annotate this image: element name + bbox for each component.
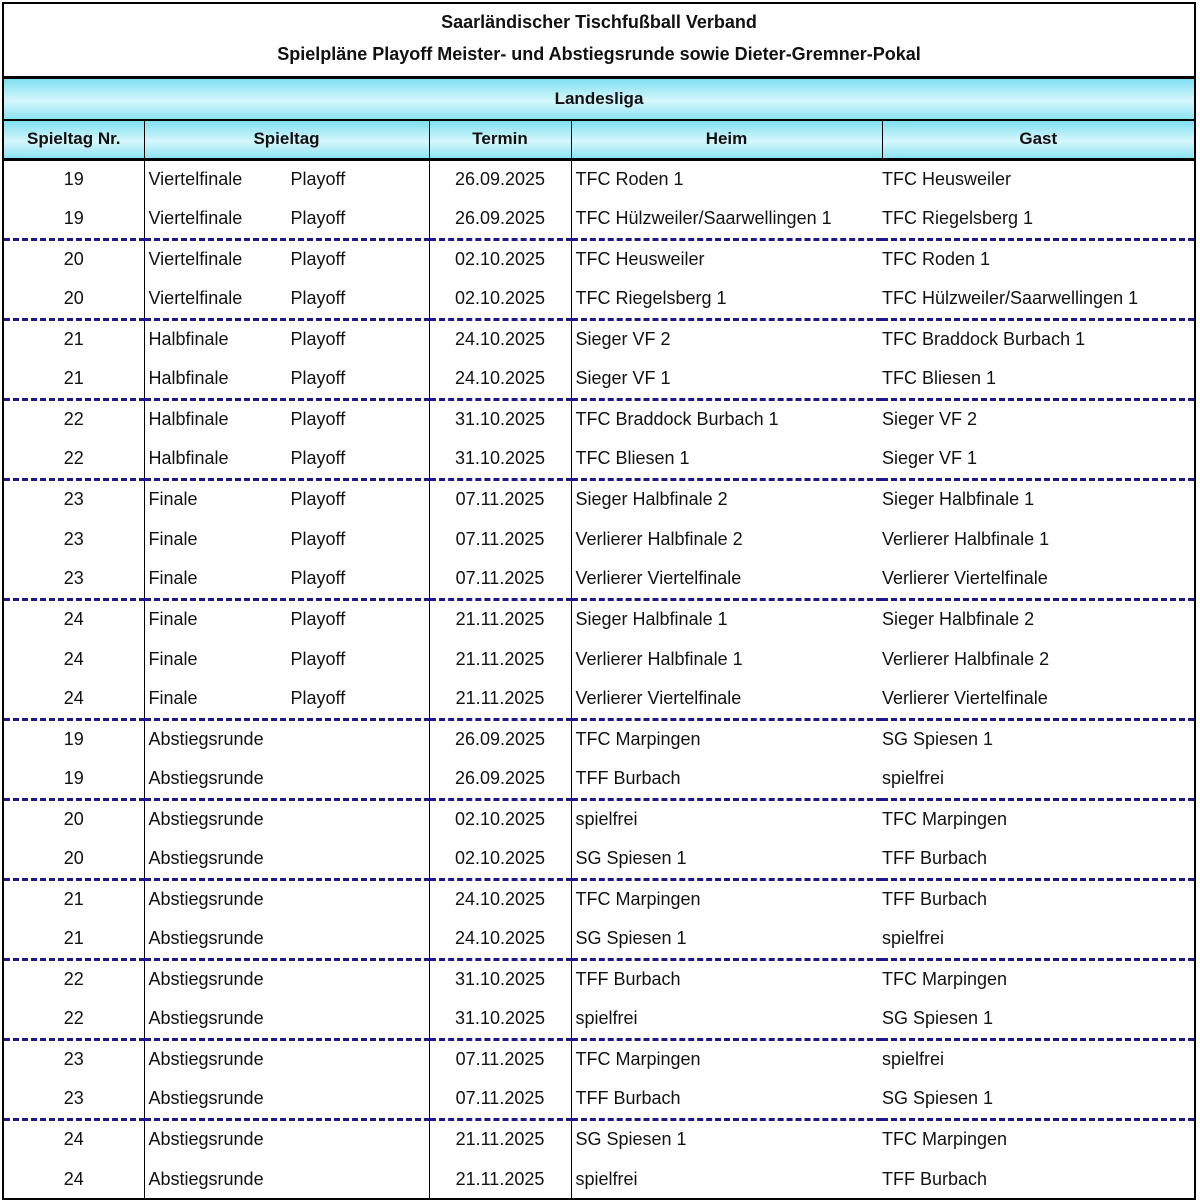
cell-spieltag: [144, 599, 429, 639]
cell-termin: 31.10.2025: [429, 439, 571, 479]
cell-spieltag: [144, 559, 429, 599]
cell-runde: Abstiegsrunde: [148, 847, 264, 868]
table-row: [4, 559, 1194, 599]
cell-spieltag-nr: 23: [4, 479, 144, 519]
cell-runde: Abstiegsrunde: [148, 1129, 264, 1150]
cell-runde: Halbfinale: [148, 329, 229, 350]
cell-gast: TFC Roden 1: [882, 249, 991, 270]
table-row: [4, 1119, 1194, 1159]
cell-runde: Finale: [148, 489, 198, 510]
cell-heim: spielfrei: [575, 809, 638, 830]
cell-gast: SG Spiesen 1: [882, 729, 994, 750]
cell-gast: Verlierer Halbfinale 1: [882, 528, 1050, 549]
cell-typ: Playoff: [290, 528, 346, 549]
table-row: [4, 359, 1194, 399]
cell-spieltag-nr: 20: [4, 239, 144, 279]
cell-termin: 02.10.2025: [429, 799, 571, 839]
cell-termin: 24.10.2025: [429, 319, 571, 359]
cell-spieltag: [144, 679, 429, 719]
cell-runde: Abstiegsrunde: [148, 969, 264, 990]
cell-spieltag-nr: 24: [4, 1159, 144, 1199]
cell-typ: Playoff: [290, 169, 346, 190]
cell-spieltag: [144, 479, 429, 519]
cell-spieltag-nr: 21: [4, 879, 144, 919]
cell-gast: spielfrei: [882, 1049, 945, 1070]
column-header-gast: Gast: [882, 121, 1194, 159]
cell-gast: Sieger VF 1: [882, 439, 1194, 479]
cell-termin: 21.11.2025: [429, 1119, 571, 1159]
schedule-table: [4, 121, 1194, 1199]
cell-heim: TFC Marpingen: [575, 729, 701, 750]
cell-termin: 21.11.2025: [429, 1159, 571, 1199]
cell-termin: 31.10.2025: [429, 399, 571, 439]
cell-spieltag: [144, 1159, 429, 1199]
cell-runde: Abstiegsrunde: [148, 927, 264, 948]
cell-runde: Viertelfinale: [148, 287, 243, 308]
cell-spieltag-nr: 20: [4, 839, 144, 879]
cell-runde: Finale: [148, 609, 198, 630]
cell-heim: TFC Heusweiler: [575, 249, 705, 270]
cell-typ: Playoff: [290, 447, 346, 468]
cell-heim: TFC Bliesen 1: [571, 439, 882, 479]
column-header-termin: Termin: [429, 121, 571, 159]
table-row: [4, 999, 1194, 1039]
cell-heim: Verlierer Halbfinale 2: [575, 528, 743, 549]
cell-termin: 07.11.2025: [429, 559, 571, 599]
table-row: [4, 639, 1194, 679]
cell-spieltag: [144, 319, 429, 359]
cell-termin: 02.10.2025: [429, 279, 571, 319]
cell-spieltag-nr: 23: [4, 559, 144, 599]
cell-typ: Playoff: [290, 409, 346, 430]
cell-spieltag: [144, 279, 429, 319]
cell-gast: TFC Marpingen: [882, 969, 1008, 990]
cell-runde: Abstiegsrunde: [148, 767, 264, 788]
cell-spieltag: [144, 399, 429, 439]
cell-termin: 02.10.2025: [429, 239, 571, 279]
cell-termin: 07.11.2025: [429, 1079, 571, 1119]
table-row: [4, 959, 1194, 999]
cell-spieltag-nr: 22: [4, 959, 144, 999]
table-row: [4, 399, 1194, 439]
table-row: [4, 239, 1194, 279]
column-header-heim: Heim: [571, 121, 882, 159]
cell-spieltag-nr: 21: [4, 359, 144, 399]
cell-spieltag-nr: 19: [4, 759, 144, 799]
cell-runde: Abstiegsrunde: [148, 889, 264, 910]
league-heading: Landesliga: [4, 79, 1194, 121]
cell-termin: 02.10.2025: [429, 839, 571, 879]
cell-spieltag: [144, 839, 429, 879]
cell-spieltag: [144, 239, 429, 279]
cell-spieltag-nr: 24: [4, 1119, 144, 1159]
cell-termin: 24.10.2025: [429, 359, 571, 399]
cell-heim: SG Spiesen 1: [575, 1129, 687, 1150]
table-row: [4, 599, 1194, 639]
cell-heim: Verlierer Viertelfinale: [571, 559, 882, 599]
cell-spieltag-nr: 20: [4, 799, 144, 839]
cell-runde: Halbfinale: [148, 409, 229, 430]
cell-termin: 24.10.2025: [429, 879, 571, 919]
cell-gast: Verlierer Halbfinale 2: [882, 648, 1050, 669]
cell-runde: Halbfinale: [148, 367, 229, 388]
title-block: [4, 4, 1194, 79]
table-row: [4, 1039, 1194, 1079]
cell-gast: TFC Heusweiler: [882, 169, 1012, 190]
cell-spieltag: [144, 439, 429, 479]
cell-termin: 26.09.2025: [429, 159, 571, 199]
cell-runde: Abstiegsrunde: [148, 1007, 264, 1028]
table-row: [4, 1159, 1194, 1199]
cell-heim: spielfrei: [571, 999, 882, 1039]
cell-gast: Verlierer Viertelfinale: [882, 559, 1194, 599]
cell-typ: Playoff: [290, 249, 346, 270]
cell-gast: Verlierer Viertelfinale: [882, 679, 1194, 719]
table-row: [4, 479, 1194, 519]
cell-gast: Sieger VF 2: [882, 409, 978, 430]
table-row: [4, 679, 1194, 719]
cell-runde: Abstiegsrunde: [148, 809, 264, 830]
cell-heim: TFF Burbach: [571, 1079, 882, 1119]
cell-heim: Sieger Halbfinale 1: [575, 609, 728, 630]
cell-termin: 26.09.2025: [429, 759, 571, 799]
cell-runde: Halbfinale: [148, 447, 229, 468]
table-row: [4, 439, 1194, 479]
cell-termin: 31.10.2025: [429, 999, 571, 1039]
cell-spieltag: [144, 959, 429, 999]
cell-spieltag: [144, 519, 429, 559]
cell-termin: 31.10.2025: [429, 959, 571, 999]
cell-termin: 26.09.2025: [429, 199, 571, 239]
cell-gast: TFF Burbach: [882, 839, 1194, 879]
cell-spieltag-nr: 19: [4, 719, 144, 759]
column-header-nr: Spieltag Nr.: [4, 121, 144, 159]
table-row: [4, 159, 1194, 199]
cell-spieltag-nr: 22: [4, 999, 144, 1039]
cell-spieltag-nr: 24: [4, 639, 144, 679]
cell-heim: TFC Roden 1: [575, 169, 684, 190]
table-row: [4, 759, 1194, 799]
cell-typ: Playoff: [290, 287, 346, 308]
document-title: Saarländischer Tischfußball Verband: [441, 12, 757, 32]
cell-spieltag-nr: 20: [4, 279, 144, 319]
cell-heim: TFC Riegelsberg 1: [571, 279, 882, 319]
cell-heim: TFC Marpingen: [575, 1049, 701, 1070]
cell-gast: TFF Burbach: [882, 889, 988, 910]
cell-gast: TFF Burbach: [882, 1168, 988, 1189]
cell-heim: TFC Braddock Burbach 1: [575, 409, 779, 430]
table-row: [4, 199, 1194, 239]
cell-spieltag-nr: 23: [4, 1079, 144, 1119]
cell-spieltag-nr: 22: [4, 439, 144, 479]
cell-spieltag-nr: 21: [4, 319, 144, 359]
cell-runde: Viertelfinale: [148, 207, 243, 228]
cell-spieltag-nr: 24: [4, 599, 144, 639]
cell-spieltag-nr: 21: [4, 919, 144, 959]
column-header-spieltag: Spieltag: [144, 121, 429, 159]
cell-runde: Finale: [148, 648, 198, 669]
cell-heim: Verlierer Halbfinale 1: [575, 648, 743, 669]
table-row: [4, 279, 1194, 319]
table-row: [4, 319, 1194, 359]
cell-typ: Playoff: [290, 489, 346, 510]
table-header-row: [4, 121, 1194, 159]
cell-runde: Abstiegsrunde: [148, 1087, 264, 1108]
cell-spieltag: [144, 199, 429, 239]
cell-gast: TFC Braddock Burbach 1: [882, 329, 1086, 350]
cell-gast: spielfrei: [882, 919, 1194, 959]
cell-spieltag-nr: 24: [4, 679, 144, 719]
cell-spieltag: [144, 159, 429, 199]
cell-termin: 07.11.2025: [429, 479, 571, 519]
cell-termin: 07.11.2025: [429, 519, 571, 559]
cell-spieltag-nr: 23: [4, 1039, 144, 1079]
table-row: [4, 879, 1194, 919]
cell-heim: TFC Hülzweiler/Saarwellingen 1: [571, 199, 882, 239]
cell-runde: Viertelfinale: [148, 169, 243, 190]
cell-spieltag: [144, 999, 429, 1039]
cell-spieltag: [144, 1079, 429, 1119]
cell-gast: Sieger Halbfinale 2: [882, 609, 1035, 630]
cell-gast: TFC Marpingen: [882, 1129, 1008, 1150]
cell-spieltag: [144, 719, 429, 759]
table-row: [4, 919, 1194, 959]
table-row: [4, 839, 1194, 879]
cell-heim: SG Spiesen 1: [571, 919, 882, 959]
cell-typ: Playoff: [290, 687, 346, 708]
cell-gast: TFC Hülzweiler/Saarwellingen 1: [882, 279, 1194, 319]
schedule-rows: [4, 159, 1194, 1199]
cell-spieltag-nr: 23: [4, 519, 144, 559]
cell-gast: Sieger Halbfinale 1: [882, 489, 1035, 510]
cell-runde: Abstiegsrunde: [148, 729, 264, 750]
cell-gast: SG Spiesen 1: [882, 999, 1194, 1039]
cell-heim: Sieger VF 1: [571, 359, 882, 399]
cell-runde: Abstiegsrunde: [148, 1049, 264, 1070]
cell-spieltag: [144, 359, 429, 399]
cell-gast: TFC Marpingen: [882, 809, 1008, 830]
cell-typ: Playoff: [290, 207, 346, 228]
cell-gast: TFC Riegelsberg 1: [882, 199, 1194, 239]
cell-typ: Playoff: [290, 648, 346, 669]
document-subtitle: Spielpläne Playoff Meister- und Abstiegsrunde sowie Dieter-Gremner-Pokal: [277, 44, 921, 64]
cell-termin: 24.10.2025: [429, 919, 571, 959]
cell-runde: Finale: [148, 528, 198, 549]
cell-spieltag: [144, 1119, 429, 1159]
schedule-sheet: [2, 2, 1196, 1200]
cell-spieltag: [144, 919, 429, 959]
cell-runde: Viertelfinale: [148, 249, 243, 270]
cell-typ: Playoff: [290, 367, 346, 388]
cell-gast: SG Spiesen 1: [882, 1079, 1194, 1119]
cell-typ: Playoff: [290, 567, 346, 588]
cell-termin: 21.11.2025: [429, 679, 571, 719]
cell-spieltag: [144, 639, 429, 679]
cell-heim: SG Spiesen 1: [571, 839, 882, 879]
cell-heim: Sieger VF 2: [575, 329, 671, 350]
cell-heim: Sieger Halbfinale 2: [575, 489, 728, 510]
cell-spieltag: [144, 879, 429, 919]
cell-termin: 07.11.2025: [429, 1039, 571, 1079]
table-row: [4, 1079, 1194, 1119]
cell-spieltag-nr: 22: [4, 399, 144, 439]
cell-typ: Playoff: [290, 609, 346, 630]
cell-heim: TFF Burbach: [571, 759, 882, 799]
cell-heim: TFC Marpingen: [575, 889, 701, 910]
cell-heim: spielfrei: [575, 1168, 638, 1189]
cell-heim: Verlierer Viertelfinale: [571, 679, 882, 719]
cell-spieltag-nr: 19: [4, 199, 144, 239]
cell-termin: 26.09.2025: [429, 719, 571, 759]
cell-spieltag: [144, 799, 429, 839]
cell-gast: spielfrei: [882, 759, 1194, 799]
cell-termin: 21.11.2025: [429, 599, 571, 639]
table-row: [4, 799, 1194, 839]
cell-runde: Finale: [148, 567, 198, 588]
cell-runde: Abstiegsrunde: [148, 1168, 264, 1189]
cell-gast: TFC Bliesen 1: [882, 359, 1194, 399]
cell-termin: 21.11.2025: [429, 639, 571, 679]
cell-spieltag: [144, 759, 429, 799]
table-row: [4, 519, 1194, 559]
cell-typ: Playoff: [290, 329, 346, 350]
cell-runde: Finale: [148, 687, 198, 708]
cell-spieltag: [144, 1039, 429, 1079]
cell-heim: TFF Burbach: [575, 969, 681, 990]
table-row: [4, 719, 1194, 759]
cell-spieltag-nr: 19: [4, 159, 144, 199]
